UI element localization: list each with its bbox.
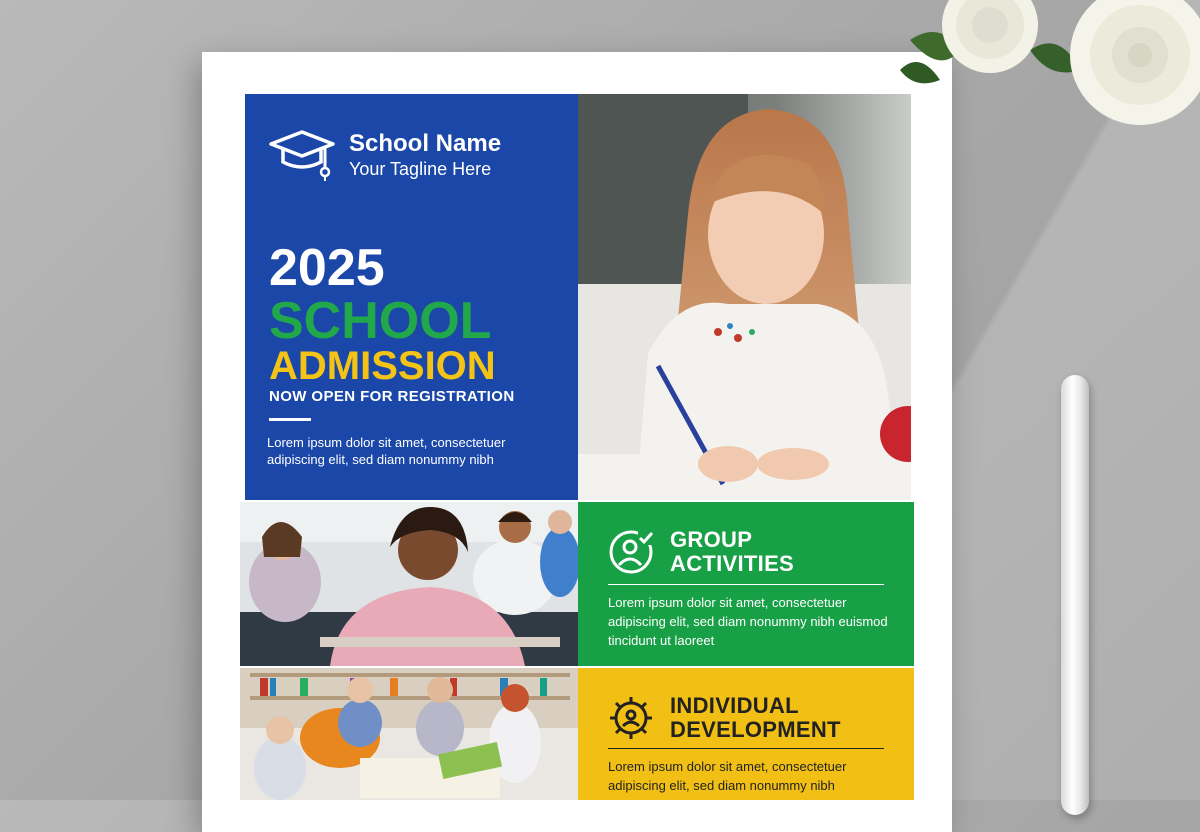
school-name: School Name [349,130,502,157]
feature-divider [608,584,884,585]
registration-subtitle: NOW OPEN FOR REGISTRATION [269,388,515,405]
feature-title [670,528,794,576]
brand-text [349,130,501,180]
year-heading: 2025 [269,239,385,297]
stylus-pen [1061,375,1089,815]
admission-heading: ADMISSION [269,344,496,388]
feature-title-line2: DEVELOPMENT [670,717,841,742]
photo-classroom [240,502,578,666]
hero-blurb: Lorem ipsum dolor sit amet, consectetuer adipiscing elit, sed diam nonummy nibh [267,435,506,467]
feature-title-line2: ACTIVITIES [670,551,795,576]
divider [269,418,311,421]
feature-title-line1: GROUP [670,527,753,552]
hero-panel [245,94,578,500]
photo-girl-writing [578,94,911,500]
feature-text: Lorem ipsum dolor sit amet, consectetuer adipiscing elit, sed diam nonummy nibh [608,759,847,793]
feature-title-line1: INDIVIDUAL [670,693,799,718]
school-heading: SCHOOL [269,292,492,350]
feature-title [670,694,841,742]
feature-header [608,694,841,742]
gear-user-icon [608,695,654,741]
feature-header [608,528,794,576]
feature-text: Lorem ipsum dolor sit amet, consectetuer adipiscing elit, sed diam nonummy nibh euismod tincidunt ut laoreet [608,595,888,648]
rose-decoration [880,0,1200,180]
feature-individual-development [578,668,914,800]
user-check-icon [608,529,654,575]
feature-group-activities [578,502,914,666]
graduation-cap-icon [269,128,335,182]
feature-divider [608,748,884,749]
tagline: Your Tagline Here [349,159,492,179]
photo-library [240,668,578,800]
brand-block [269,128,501,182]
